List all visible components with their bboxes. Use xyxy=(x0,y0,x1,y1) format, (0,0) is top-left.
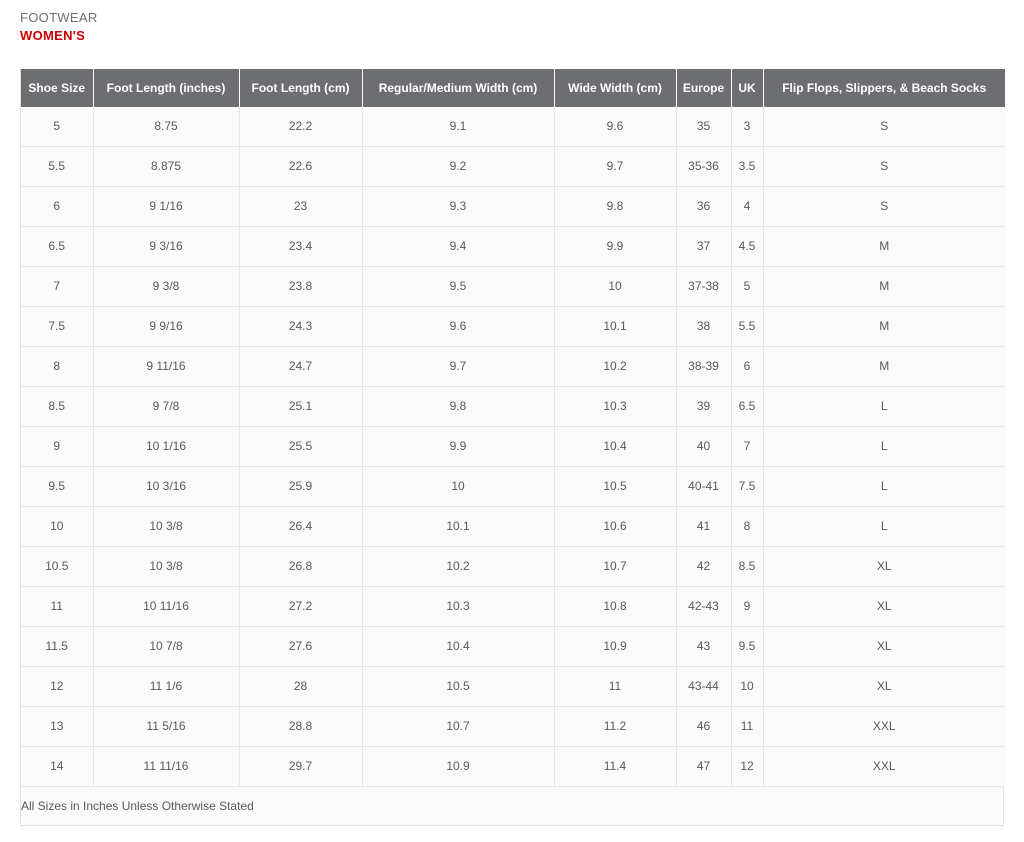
column-header-wide-width-cm: Wide Width (cm) xyxy=(554,69,676,107)
cell-uk: 3 xyxy=(731,107,763,147)
cell-foot-length-inches: 9 3/8 xyxy=(93,267,239,307)
cell-shoe-size: 9.5 xyxy=(21,467,93,507)
cell-uk: 8 xyxy=(731,507,763,547)
cell-europe: 40-41 xyxy=(676,467,731,507)
cell-flip-flops: M xyxy=(763,307,1005,347)
cell-uk: 9.5 xyxy=(731,627,763,667)
cell-europe: 39 xyxy=(676,387,731,427)
cell-europe: 42 xyxy=(676,547,731,587)
cell-wide-width-cm: 11.2 xyxy=(554,707,676,747)
cell-europe: 35-36 xyxy=(676,147,731,187)
cell-shoe-size: 10.5 xyxy=(21,547,93,587)
cell-europe: 41 xyxy=(676,507,731,547)
cell-foot-length-cm: 25.1 xyxy=(239,387,362,427)
cell-europe: 43-44 xyxy=(676,667,731,707)
cell-shoe-size: 8 xyxy=(21,347,93,387)
cell-regular-width-cm: 10.4 xyxy=(362,627,554,667)
cell-foot-length-inches: 9 11/16 xyxy=(93,347,239,387)
cell-foot-length-cm: 26.4 xyxy=(239,507,362,547)
cell-uk: 9 xyxy=(731,587,763,627)
table-row xyxy=(21,747,1005,787)
column-header-flip-flops: Flip Flops, Slippers, & Beach Socks xyxy=(763,69,1005,107)
cell-shoe-size: 10 xyxy=(21,507,93,547)
cell-flip-flops: S xyxy=(763,187,1005,227)
cell-regular-width-cm: 9.5 xyxy=(362,267,554,307)
cell-europe: 38 xyxy=(676,307,731,347)
cell-foot-length-cm: 23 xyxy=(239,187,362,227)
cell-flip-flops: M xyxy=(763,227,1005,267)
cell-flip-flops: L xyxy=(763,427,1005,467)
cell-foot-length-inches: 10 3/8 xyxy=(93,547,239,587)
cell-foot-length-cm: 23.8 xyxy=(239,267,362,307)
cell-wide-width-cm: 9.6 xyxy=(554,107,676,147)
cell-shoe-size: 9 xyxy=(21,427,93,467)
size-chart-table xyxy=(21,69,1005,786)
cell-foot-length-cm: 22.2 xyxy=(239,107,362,147)
table-row xyxy=(21,267,1005,307)
cell-europe: 37 xyxy=(676,227,731,267)
cell-europe: 40 xyxy=(676,427,731,467)
table-row xyxy=(21,627,1005,667)
cell-wide-width-cm: 10.7 xyxy=(554,547,676,587)
cell-foot-length-inches: 9 7/8 xyxy=(93,387,239,427)
cell-shoe-size: 8.5 xyxy=(21,387,93,427)
table-row xyxy=(21,307,1005,347)
cell-regular-width-cm: 9.6 xyxy=(362,307,554,347)
cell-foot-length-cm: 25.9 xyxy=(239,467,362,507)
cell-shoe-size: 6.5 xyxy=(21,227,93,267)
cell-uk: 11 xyxy=(731,707,763,747)
cell-regular-width-cm: 10.1 xyxy=(362,507,554,547)
footnote-text: All Sizes in Inches Unless Otherwise Stated xyxy=(21,799,254,813)
cell-wide-width-cm: 10.9 xyxy=(554,627,676,667)
cell-uk: 6 xyxy=(731,347,763,387)
cell-wide-width-cm: 10.3 xyxy=(554,387,676,427)
cell-foot-length-inches: 11 5/16 xyxy=(93,707,239,747)
cell-regular-width-cm: 10.2 xyxy=(362,547,554,587)
cell-uk: 10 xyxy=(731,667,763,707)
cell-foot-length-inches: 8.875 xyxy=(93,147,239,187)
table-header xyxy=(21,69,1005,107)
cell-europe: 43 xyxy=(676,627,731,667)
cell-uk: 7.5 xyxy=(731,467,763,507)
cell-wide-width-cm: 11 xyxy=(554,667,676,707)
cell-uk: 6.5 xyxy=(731,387,763,427)
cell-foot-length-cm: 27.6 xyxy=(239,627,362,667)
page-title xyxy=(20,10,1004,44)
cell-regular-width-cm: 9.8 xyxy=(362,387,554,427)
cell-regular-width-cm: 9.3 xyxy=(362,187,554,227)
table-row xyxy=(21,707,1005,747)
table-row xyxy=(21,507,1005,547)
cell-foot-length-cm: 24.3 xyxy=(239,307,362,347)
cell-uk: 4.5 xyxy=(731,227,763,267)
cell-wide-width-cm: 9.8 xyxy=(554,187,676,227)
cell-shoe-size: 6 xyxy=(21,187,93,227)
cell-foot-length-cm: 27.2 xyxy=(239,587,362,627)
cell-regular-width-cm: 9.1 xyxy=(362,107,554,147)
cell-shoe-size: 7.5 xyxy=(21,307,93,347)
cell-wide-width-cm: 10.2 xyxy=(554,347,676,387)
column-header-foot-length-inches: Foot Length (inches) xyxy=(93,69,239,107)
cell-wide-width-cm: 11.4 xyxy=(554,747,676,787)
page-title-category: FOOTWEAR xyxy=(20,10,98,25)
cell-regular-width-cm: 10.3 xyxy=(362,587,554,627)
cell-foot-length-inches: 10 7/8 xyxy=(93,627,239,667)
cell-wide-width-cm: 9.9 xyxy=(554,227,676,267)
cell-europe: 47 xyxy=(676,747,731,787)
cell-foot-length-inches: 9 1/16 xyxy=(93,187,239,227)
cell-foot-length-cm: 23.4 xyxy=(239,227,362,267)
cell-wide-width-cm: 10.4 xyxy=(554,427,676,467)
cell-regular-width-cm: 9.7 xyxy=(362,347,554,387)
cell-flip-flops: L xyxy=(763,467,1005,507)
cell-flip-flops: L xyxy=(763,507,1005,547)
cell-uk: 5 xyxy=(731,267,763,307)
cell-foot-length-inches: 11 1/6 xyxy=(93,667,239,707)
page-title-subcategory: WOMEN'S xyxy=(20,28,86,43)
cell-foot-length-inches: 10 3/8 xyxy=(93,507,239,547)
cell-regular-width-cm: 9.4 xyxy=(362,227,554,267)
cell-foot-length-inches: 9 9/16 xyxy=(93,307,239,347)
table-row xyxy=(21,427,1005,467)
size-chart-container xyxy=(20,69,1004,826)
cell-foot-length-inches: 10 11/16 xyxy=(93,587,239,627)
cell-wide-width-cm: 10 xyxy=(554,267,676,307)
column-header-europe: Europe xyxy=(676,69,731,107)
cell-uk: 8.5 xyxy=(731,547,763,587)
cell-europe: 42-43 xyxy=(676,587,731,627)
cell-shoe-size: 7 xyxy=(21,267,93,307)
cell-foot-length-cm: 28 xyxy=(239,667,362,707)
cell-flip-flops: XXL xyxy=(763,747,1005,787)
cell-flip-flops: XL xyxy=(763,547,1005,587)
cell-wide-width-cm: 10.8 xyxy=(554,587,676,627)
cell-europe: 35 xyxy=(676,107,731,147)
cell-foot-length-cm: 25.5 xyxy=(239,427,362,467)
cell-foot-length-inches: 9 3/16 xyxy=(93,227,239,267)
table-row xyxy=(21,227,1005,267)
cell-shoe-size: 12 xyxy=(21,667,93,707)
cell-uk: 12 xyxy=(731,747,763,787)
cell-foot-length-inches: 8.75 xyxy=(93,107,239,147)
table-row xyxy=(21,147,1005,187)
cell-flip-flops: XL xyxy=(763,587,1005,627)
cell-foot-length-cm: 22.6 xyxy=(239,147,362,187)
cell-wide-width-cm: 10.1 xyxy=(554,307,676,347)
table-row xyxy=(21,547,1005,587)
cell-regular-width-cm: 9.2 xyxy=(362,147,554,187)
cell-uk: 5.5 xyxy=(731,307,763,347)
table-row xyxy=(21,347,1005,387)
cell-flip-flops: XXL xyxy=(763,707,1005,747)
cell-uk: 7 xyxy=(731,427,763,467)
cell-uk: 4 xyxy=(731,187,763,227)
cell-foot-length-cm: 26.8 xyxy=(239,547,362,587)
cell-europe: 46 xyxy=(676,707,731,747)
cell-regular-width-cm: 9.9 xyxy=(362,427,554,467)
cell-regular-width-cm: 10.5 xyxy=(362,667,554,707)
cell-regular-width-cm: 10 xyxy=(362,467,554,507)
table-body xyxy=(21,107,1005,786)
cell-foot-length-inches: 10 3/16 xyxy=(93,467,239,507)
cell-shoe-size: 13 xyxy=(21,707,93,747)
cell-shoe-size: 11.5 xyxy=(21,627,93,667)
cell-wide-width-cm: 10.6 xyxy=(554,507,676,547)
column-header-regular-width-cm: Regular/Medium Width (cm) xyxy=(362,69,554,107)
column-header-uk: UK xyxy=(731,69,763,107)
table-row xyxy=(21,667,1005,707)
table-row xyxy=(21,387,1005,427)
cell-foot-length-cm: 24.7 xyxy=(239,347,362,387)
cell-flip-flops: M xyxy=(763,347,1005,387)
cell-foot-length-inches: 11 11/16 xyxy=(93,747,239,787)
cell-europe: 38-39 xyxy=(676,347,731,387)
cell-foot-length-inches: 10 1/16 xyxy=(93,427,239,467)
cell-wide-width-cm: 10.5 xyxy=(554,467,676,507)
table-row xyxy=(21,587,1005,627)
cell-regular-width-cm: 10.9 xyxy=(362,747,554,787)
cell-shoe-size: 5.5 xyxy=(21,147,93,187)
cell-regular-width-cm: 10.7 xyxy=(362,707,554,747)
cell-flip-flops: S xyxy=(763,107,1005,147)
cell-foot-length-cm: 29.7 xyxy=(239,747,362,787)
cell-shoe-size: 5 xyxy=(21,107,93,147)
cell-flip-flops: XL xyxy=(763,667,1005,707)
cell-flip-flops: M xyxy=(763,267,1005,307)
cell-flip-flops: S xyxy=(763,147,1005,187)
table-row xyxy=(21,467,1005,507)
cell-shoe-size: 11 xyxy=(21,587,93,627)
cell-foot-length-cm: 28.8 xyxy=(239,707,362,747)
column-header-foot-length-cm: Foot Length (cm) xyxy=(239,69,362,107)
table-header-row xyxy=(21,69,1005,107)
column-header-shoe-size: Shoe Size xyxy=(21,69,93,107)
cell-flip-flops: L xyxy=(763,387,1005,427)
cell-shoe-size: 14 xyxy=(21,747,93,787)
cell-uk: 3.5 xyxy=(731,147,763,187)
cell-europe: 36 xyxy=(676,187,731,227)
cell-europe: 37-38 xyxy=(676,267,731,307)
table-row xyxy=(21,187,1005,227)
table-row xyxy=(21,107,1005,147)
cell-flip-flops: XL xyxy=(763,627,1005,667)
cell-wide-width-cm: 9.7 xyxy=(554,147,676,187)
table-footnote xyxy=(21,786,1003,825)
